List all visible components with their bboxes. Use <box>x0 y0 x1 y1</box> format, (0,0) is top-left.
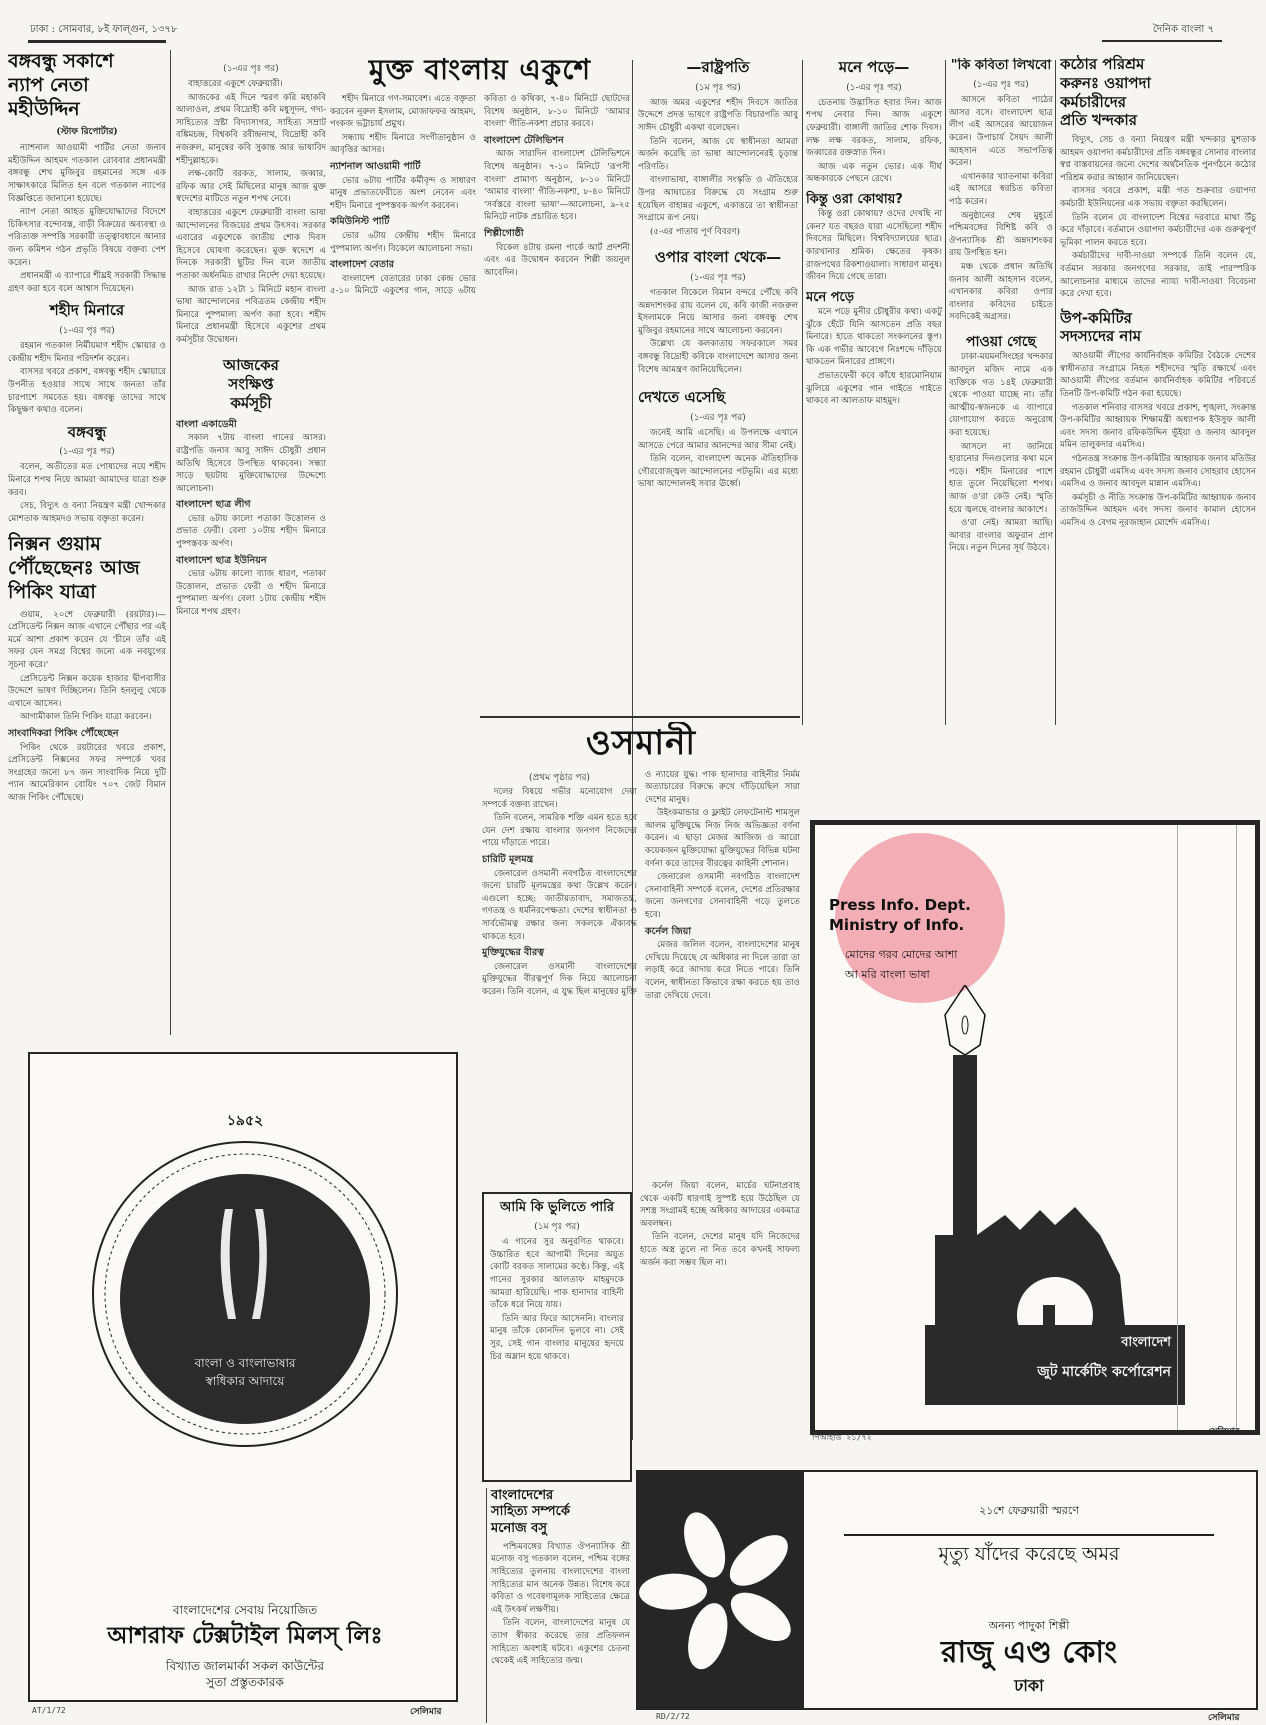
headline-paowa-gechhe: পাওয়া গেছে <box>965 333 1036 350</box>
ad-agency: সেলিমার <box>410 1707 442 1717</box>
company-name: রাজু এণ্ড কোং <box>941 1635 1117 1670</box>
ad-tagline: বাংলাদেশের সেবায় নিয়োজিত <box>172 1603 318 1617</box>
headline-dekhte-esechhi: দেখতে এসেছি <box>638 388 726 407</box>
headline-rashtrapati: —রাষ্ট্রপতি <box>686 58 750 76</box>
column-rule <box>802 60 803 725</box>
ad-agency: সেলিমার <box>1208 1427 1240 1437</box>
ad-code: RD/2/72 <box>656 1712 690 1721</box>
article-ki-kobita <box>949 58 1053 723</box>
article-body: জনেই আমি এসেছি। এ উপলক্ষে এখানে আসতে পেরে আমার আনন্দের আর সীমা নেই। তিনি বলেন, বাংলাদেশ অনেক ঐতিহাসিক গৌরবোজ্জ্বল আন্দোলনের পটভূমি। এর মধ্যে ভাষা আন্দোলনই সবার ঊর্ধ্বে। <box>638 427 798 490</box>
ad-code: AT/1/72 <box>32 1706 66 1715</box>
ad-kicker: ২১শে ফেব্রুয়ারী স্মরণে <box>979 1504 1079 1517</box>
headline-shaheed-minar: শহীদ মিনারে <box>49 301 125 320</box>
continuation-note: (১ম পৃঃ পর) <box>534 1222 580 1233</box>
headline-ami-ki-bhulite: আমি কি ভুলিতে পারি <box>499 1200 615 1215</box>
article-body: কিন্তু ওরা কোথায়? ওদের দেখছি না কেন? যত বছরও যারা এসেছিলো শহীদ দিবসের মিছিলে। বিশ্ববিদ্যালয়ের ছাত্র। কারখানার শ্রমিক। ক্ষেতের কৃষক। রাজপথের রিকশাওয়ালা। সাধারণ মানুষ। জীবন দিয়ে গেছে তারা। <box>806 209 942 283</box>
column-rule <box>170 50 171 1035</box>
dateline: ঢাকা : সোমবার, ৮ই ফাল্গুন, ১৩৭৮ <box>30 24 178 35</box>
continuation-note: (১-এর পৃঃ পর) <box>690 412 746 423</box>
article-body: পশ্চিমবঙ্গের বিখ্যাত ঔপন্যাসিক শ্রী মনোজ বসু গতকাল বলেন, পশ্চিম বঙ্গের সাহিত্যের তুলনায় বাংলাদেশের বাংলা সাহিত্যের মান অনেক উন্নত। বিশেষ করে কবিতা ও গবেষণামূলক সাহিত্যের ক্ষেত্রে এই উৎকর্ষ লক্ষণীয়। তিনি বলেন, বাংলাদেশের মানুষ যে ত্যাগ স্বীকার করেছে তার প্রতিফলন সাহিত্যে অবশ্যই ঘটবে। একুশের চেতনা থেকেই এই সাহিত্যের জন্ম। <box>491 1541 630 1667</box>
ad-ashraf-textile <box>28 1052 458 1702</box>
article-body: চেতনায় উদ্ভাসিত হবার দিন। আজ শপথ নেবার দিন। আজ একুশে ফেব্রুয়ারী। বাঙ্গালী জাতির শোক দিবস। লক্ষ লক্ষ বরকত, সালাম, রফিক, জব্বারের রক্তস্নাত দিন। আজ এক নতুন ভোর। এক দীর্ঘ অন্ধকারকে পেছনে রেখে। <box>806 97 942 185</box>
article-ami-ki-bhulite <box>482 1192 632 1482</box>
article-body: বাহাত্তরের একুশে ফেব্রুয়ারী। আজকের এই দিনে স্মরণ করি মহাকবি আলাওল, প্রথম বিদ্রোহী কবি মধুসূদন, গদ্য-সাহিত্যের স্রষ্টা বিদ্যাসাগর, সাহিত্য সম্রাট বঙ্কিমচন্দ্র, বিশ্বকবি রবীন্দ্রনাথ, বিদ্রোহী কবি নজরুল, মানুষের কবি সুকান্ত আর ভাষাবিদ শহীদুল্লাহকে। লক্ষ-কোটি বরকত, সালাম, জব্বার, রফিক আর সেই মিছিলের মানুষ আজ মুক্ত স্বদেশের মাটিতে নতুন শপথ নেবে। বাহাত্তরের একুশে ফেব্রুয়ারী বাংলা ভাষা আন্দোলনের বিজয়ের প্রথম উৎসব। সরকার এবারের একুশেকে জাতীয় শোক দিবস হিসেবে ঘোষণা করেছেন। মুক্ত স্বদেশে এ দিনকে সরকারী ছুটির দিন বলে জাতীয় পতাকা অর্ধনমিত রাখার নির্দেশ দেয়া হয়েছে। আজ রাত ১২টা ১ মিনিটে মহান বাংলা ভাষা আন্দোলনের পবিত্রতম কেন্দ্রীয় শহীদ মিনারে পুষ্পমাল্য অর্পণ করা হবে। শহীদ মিনারে প্রধানমন্ত্রী হিসেবে একুশের প্রথম কর্মসূচীর উদ্বোধন। <box>176 79 326 345</box>
paper-page-number: দৈনিক বাংলা ৭ <box>1152 24 1214 35</box>
article-sahitya <box>486 1488 630 1723</box>
headline-mukta-bangla: মুক্ত বাংলায় একুশে <box>368 53 592 86</box>
column-rule <box>1055 60 1056 725</box>
headline-nixon: নিক্সন গুয়াম পৌঁছেছেনঃ আজ পিকিং যাত্রা <box>8 533 140 603</box>
folio-rule <box>28 40 166 43</box>
article-body: আসনে কবিতা পাঠের আসর বসে। বাংলাদেশ ছাত্র লীগ এই আসরের আয়োজন করেন। উপাচার্য সৈয়দ আলী আহসান এতে সভাপতিত্ব করেন। এখানকার খ্যাতনামা কবিরা এই আসরে স্বরচিত কবিতা পাঠ করেন। অনুষ্ঠানের শেষ মুহূর্তে পশ্চিমবঙ্গের বিশিষ্ট কবি ও ঔপন্যাসিক শ্রী অন্নদাশংকর রায় উপস্থিত হন। মঞ্চ থেকে প্রধান অতিথি জনাব আলী আহসান বলেন, এখানকার কবিরা ওপার বাংলার কবিদের চাইতে সবদিকেই অগ্রসর। <box>949 95 1053 323</box>
commemorative-coin <box>90 1139 400 1449</box>
article-osmani-cont <box>640 1180 800 1445</box>
continuation-note: (১-এর পৃঃ পর) <box>690 273 746 284</box>
article-body: মনে পড়ে মুনীর চৌধুরীর কথা। একটু ঝুঁকে হেঁটে যিনি আসতেন প্রতি বছর মিনারে। হাতে থাকতো সংকলনের স্তূপ। কি এক গভীর আবেগে নিঃশব্দে দাঁড়িয়ে থাকতেন মিনারের প্রাঙ্গণে। প্রভাতফেরী কবে কাঁধে হারমোনিয়াম ঝুলিয়ে একুশের গান গাইতে গাইতে থাকবে না আলতাফ মাহমুদ। <box>806 306 942 407</box>
column-rule <box>945 60 946 725</box>
subhead: সাংবাদিকরা পিকিং পৌঁছেছেন <box>8 728 119 739</box>
press-info-stamp-text: Press Info. Dept. Ministry of Info. <box>829 896 971 934</box>
article-mukta-bangla <box>330 52 630 692</box>
subhead-mone-pore: মনে পড়ে <box>806 289 855 305</box>
ad-slogan: মৃত্যু যাঁদের করেছে অমর <box>844 1534 1214 1572</box>
continuation-note: (১-এর পৃঃ পর) <box>59 447 115 458</box>
coin-year: ১৯৫২ <box>226 1113 264 1129</box>
continuation-note: (১-এর পৃঃ পর) <box>59 326 115 337</box>
ad-agency: সেলিমার <box>1208 1713 1240 1723</box>
program-list: বাংলা একাডেমী সকাল ৭টায় বাংলা গানের আসর। রাষ্ট্রপতি জনাব আবু সাঈদ চৌধুরী প্রধান অতিথি হিসেবে উপস্থিত থাকবেন। সন্ধ্যা সাড়ে ছয়টায় মুক্তিযোদ্ধাদের উদ্দেশ্যে আলোচনা। বাংলাদেশ ছাত্র লীগ ভোর ৬টায় কালো পতাকা উত্তোলন ও প্রভাত ফেরী। বেলা ১০টায় শহীদ মিনারে পুষ্পস্তবক অর্পণ। বাংলাদেশ ছাত্র ইউনিয়ন ভোর ৬টায় কালো ব্যাজ ধারণ, পতাকা উত্তোলন, প্রভাত ফেরী ও শহীদ মিনারে পুষ্পমাল্য অর্পণ। বেলা ১টায় কেন্দ্রীয় শহীদ মিনারে শপথ গ্রহণ। <box>176 418 326 618</box>
byline: (স্টাফ রিপোর্টার) <box>56 127 118 138</box>
article-body: বলেন, অতীতের মত পোষ্যদের নয়ে শহীদ মিনারে শপথ নিয়ে আমরা আমাদের যাত্রা শুরু করব। সেচ, বিদ্যুৎ ও বন্যা নিয়ন্ত্রণ মন্ত্রী খোন্দকার মোশতাক আহমদও সভায় বক্তৃতা করেন। <box>8 462 166 524</box>
company-name: আশরাফ টেক্সটাইল মিলস্‌ লিঃ <box>107 1623 383 1649</box>
slogan: মোদের গরব মোদের আশা আ মরি বাংলা ভাষা <box>845 948 958 981</box>
headline-wapda: কঠোর পরিশ্রম করুনঃ ওয়াপদা কর্মচারীদের প্রতি খন্দকার <box>1060 55 1151 130</box>
column-2 <box>176 58 326 1033</box>
headline-bangabandhu-nap: বঙ্গবন্ধু সকাশে ন্যাপ নেতা মহীউদ্দিন <box>8 50 114 120</box>
fold-lines <box>1177 825 1237 1430</box>
article-body: রহমান গতকাল নির্মীয়মাণ শহীদ স্কোয়ার ও কেন্দ্রীয় শহীদ মিনার পরিদর্শন করেন। বাসসর খবরে প্রকাশ, বঙ্গবন্ধু শহীদ স্কোয়ারে উপনীত হওয়ার সাথে সাথে জনতা তাঁর চারপাশে সমবেত হয়। বঙ্গবন্ধু তাদের সাথে কিছুক্ষণ কথাও বলেন। <box>8 341 166 416</box>
article-body: গুয়াম, ২০শে ফেব্রুয়ারী (রয়টার)।— প্রেসিডেন্ট নিক্সন আজ এখানে পৌঁছার পর এই মর্মে আশা প্রকাশ করেন যে 'চীনে তাঁর এই সফর যেন সমগ্র বিশ্বের জন্যে এক নবযুগের সূচনা করে।' প্রেসিডেন্ট নিক্সন কয়েক হাজার দ্বীপবাসীর উদ্দেশে ভাষণ দিচ্ছিলেন। তিনি হনলুলু থেকে এখানে আসেন। আগামীকাল তিনি পিকিং যাত্রা করবেন। সাংবাদিকরা পিকিং পৌঁছেছেন পিকিং থেকে রয়টারের খবরে প্রকাশ, প্রেসিডেন্ট নিক্সনের সফর সম্পর্কে খবর সংগ্রহের জন্যে ৮৭ জন সাংবাদিক নিয়ে দুটি প্যান আমেরিকান বোয়িং ৭০৭ জেট বিমান আজ পিকিং পৌঁছেছে। <box>8 609 166 803</box>
pinwheel-panel <box>638 1472 804 1708</box>
subhead-kintu-ora-kothay: কিন্তু ওরা কোথায়? <box>806 191 903 207</box>
headline-ki-kobita: "কি কবিতা লিখবো <box>950 58 1052 73</box>
article-body: আজ অমর একুশের শহীদ দিবসে জাতির উদ্দেশে প্রদত্ত ভাষণে রাষ্ট্রপতি বিচারপতি আবু সাঈদ চৌধুরী একথা বলেছেন। তিনি বলেন, আজ যে স্বাধীনতা আমরা অর্জন করেছি তা ভাষা আন্দোলনেরই চূড়ান্ত পরিণতি। বাংলাভাষা, বাঙ্গালীর সংস্কৃতি ও ঐতিহ্যের উপর আঘাতের বিরুদ্ধে যে সংগ্রাম শুরু হয়েছিল বাহান্নর একুশে, একাত্তরে তা স্বাধীনতা সংগ্রামে রূপ নেয়। (৫-এর পাতায় পূর্ণ বিবরণ) <box>638 97 798 237</box>
article-body: ঢাকা-ময়মনসিংহের খন্দকার আবদুল মজিদ নামে এক ব্যক্তিকে গত ১৪ই ফেব্রুয়ারী থেকে পাওয়া যাচ্ছে না। তাঁর আত্মীয়-স্বজনকে এ ব্যাপারে যোগাযোগ করতে অনুরোধ করা হয়েছে। আসলে না জানিয়ে হারানোর দিনগুলোর কথা মনে পড়ে। শহীদ মিনারের পাশে হাত তুলে নিয়েছিলো শপথ। আজ ও'রা কেউ নেই। স্মৃতি হয়ে জ্বলছে বাংলার আকাশে। ও'রা নেই। আমরা আছি। আবার বাংলার অফুরান প্রাণ নিয়ে। নতুন দিনের সূর্য উঠবে। <box>949 352 1053 554</box>
headline-sahitya: বাংলাদেশের সাহিত্য সম্পর্কে মনোজ বসু <box>491 1488 570 1536</box>
headline-upa-committee: উপ-কমিটির সদস্যদের নাম <box>1060 308 1142 346</box>
article-wapda <box>1060 55 1256 720</box>
continuation-note: (১-এর পৃঃ পর) <box>223 64 279 74</box>
article-rashtrapati <box>638 58 798 698</box>
article-body: এ গানের সুর অনুরণিত থাকবে। উচ্চারিত হবে আগামী দিনের অযুত কোটি বরকত সালামের কণ্ঠে। কিন্তু, এই গানের সুরকার আলতাফ মাহমুদকে আমরা হারিয়েছি। পাক হানাদার বাহিনী তাঁকে ধরে নিয়ে যায়। তিনি আর ফিরে আসেননি। বাংলার মানুষ তাঁকে কোনদিন ভুলবে না। সেই সুর, সেই গান বাংলার মানুষের হৃদয়ে চির অম্লান হয়ে থাকবে। <box>490 1237 624 1362</box>
article-body: বিদ্যুৎ, সেচ ও বন্যা নিয়ন্ত্রণ মন্ত্রী খন্দকার মুশতাক আহমদ ওয়াপদা কর্মচারীদের প্রতি বঙ্গবন্ধুর সোনার বাংলার স্বপ্ন বাস্তবায়নের জন্যে দেশের অর্থনৈতিক পুনর্গঠনে কঠোর পরিশ্রম করার আহ্বান জানিয়েছেন। বাসসর খবরে প্রকাশ, মন্ত্রী গত শুক্রবার ওয়াপদা কর্মচারী ইউনিয়নের এক সভায় বক্তৃতা করছিলেন। তিনি বলেন যে বাংলাদেশ বিশ্বের দরবারে মাথা উঁচু করে দাঁড়াবে। বর্তমানে ওয়াপদা কর্মচারীদের এক গুরুত্বপূর্ণ ভূমিকা পালন করতে হবে। কর্মচারীদের দাবী-দাওয়া সম্পর্কে তিনি বলেন যে, বর্তমান সরকার জনগণের সরকার, তাই পারস্পরিক আলোচনার মাধ্যমে তাদের ন্যায্য দাবী-দাওয়া বিবেচনা করে দেখা হবে। <box>1060 135 1256 300</box>
article-body: শহীদ মিনারে গণ-সমাবেশ। এতে বক্তৃতা করবেন নূরুল ইসলাম, মোজাফফর আহমদ, পংকজ ভট্টাচার্য প্রমুখ। সন্ধ্যায় শহীদ মিনারে সংগীতানুষ্ঠান ও আবৃত্তির আসর। ন্যাশনাল আওয়ামী পার্টি ভোর ৬টায় পার্টির কর্মীবৃন্দ ও সাধারণ মানুষ প্রভাতফেরীতে অংশ নেবেন এবং শহীদ মিনারে পুষ্পস্তবক অর্পণ করবেন। কমিউনিস্ট পার্টি ভোর ৬টায় কেন্দ্রীয় শহীদ মিনারে পুষ্পমাল্য অর্পণ। বিকেলে আলোচনা সভা। বাংলাদেশ বেতার বাংলাদেশ বেতারের ঢাকা কেন্দ্র ভোর ৫-১০ মিনিটে একুশের গান, সাড়ে ৬টায় কবিতা ও কথিকা, ৭-৪০ মিনিটে ছোটদের বিশেষ অনুষ্ঠান, ৮-১০ মিনিটে 'আমার বাংলা' গীতি-নকশা প্রচার করবে। বাংলাদেশ টেলিভিশন আজ সারাদিন বাংলাদেশ টেলিভিশনে বিশেষ অনুষ্ঠান। ৭-১০ মিনিটে 'রূপসী বাংলা' প্রামাণ্য অনুষ্ঠান, ৮-১০ মিনিটে 'আমার বাংলা' গীতি-নকশা, ৮-৪০ মিনিটে 'সর্বস্তরে বাংলা ভাষা'—আলোচনা, ৯-২৫ মিনিটে নাটক প্রচারিত হবে। শিল্পীগোষ্ঠী বিকেল ৪টায় রমনা পার্কে আর্ট প্রদর্শনী এবং এর উদ্বোধন করবেন শিল্পী জয়নুল আবেদিন। <box>330 94 630 297</box>
headline-bangabandhu: বঙ্গবন্ধু <box>67 422 107 441</box>
ad-tagline: অনন্য পাদুকা শিল্পী <box>988 1619 1070 1632</box>
continuation-note: (১-এর পৃঃ পর) <box>846 82 902 93</box>
pinwheel-logo <box>638 1472 804 1708</box>
article-body: গতকাল বিকেলে বিমান বন্দরে পৌঁছে কবি অন্নদাশংকর রায় বলেন যে, কবি কাজী নজরুল ইসলামকে নিয়ে আসার জন্য বঙ্গবন্ধু শেখ মুজিবুর রহমানের সাথে আলোচনা করবেন। উল্লেখ্য যে কলকাতায় সফরকালে সমর বঙ্গবন্ধু বিদ্রোহী কবিকে বাংলাদেশে আসার জন্য বিশেষ আমন্ত্রণ জানিয়েছিলেন। <box>638 288 798 375</box>
org-block: বাংলাদেশ জুট মার্কেটিং কর্পোরেশন <box>925 1325 1185 1405</box>
pen-in-hand-illustration <box>925 985 1165 1325</box>
article-body: (প্রথম পৃষ্ঠার পর) দলের বিষয়ে গভীর মনোযোগ দেয়া সম্পর্কে বক্তব্য রাখেন। তিনি বলেন, সামরিক শক্তি এমন হতে হবে যেন দেশ রক্ষায় বাংলার জনগণ নিজেদের পায়ে দাঁড়াতে পারে। চারিটি মূলমন্ত্র জেনারেল ওসমানী নবগঠিত বাংলাদেশের জন্যে চারটি মূলমন্ত্রের কথা উল্লেখ করেন। এগুলো হচ্ছে: জাতীয়তাবাদ, সমাজতন্ত্র, গণতন্ত্র ও ধর্মনিরপেক্ষতা। দেশের স্বাধীনতা ও সার্বভৌমত্ব রক্ষার জন্য সকলকে ঐক্যবদ্ধ থাকতে হবে। মুক্তিযুদ্ধের বীরত্ব জেনারেল ওসমানী বাংলাদেশের মুক্তিযুদ্ধের বীরত্বপূর্ণ দিক নিয়ে আলোচনা করেন। তিনি বলেন, এ যুদ্ধ ছিল মানুষের মুক্তি ও ন্যায়ের যুদ্ধ। পাক হানাদার বাহিনীর নির্মম অত্যাচারের বিরুদ্ধে রুখে দাঁড়িয়েছিল সারা দেশের মানুষ। উইংকমান্ডার ও ফ্লাইট লেফটেনান্ট শামসুল আলম মুক্তিযুদ্ধে নিজ নিজ অভিজ্ঞতা বর্ণনা করেন। এ ছাড়া মেজর আজিজ ও আরো কয়েকজন মুক্তিযোদ্ধা মুক্তিযুদ্ধের বিভিন্ন ঘটনা বর্ণনা করে তাদের বীরত্বের কাহিনী শোনান। জেনারেল ওসমানী নবগঠিত বাংলাদেশ সেনাবাহিনী সম্পর্কে বলেন, দেশের প্রতিরক্ষার জন্যে জনগণের সেনাবাহিনী গড়ে তুলতে হবে। কর্নেল জিয়া মেজর জলিল বলেন, বাংলাদেশের মানুষ দেখিয়ে দিয়েছে যে অধিকার না দিলে তারা তা লড়াই করে আদায় করে নিতে পারে। তিনি বলেন, স্বাধীনতা কিভাবে রক্ষা করতে হয় তাও তারা দেখিয়ে দেবে। <box>482 769 800 1001</box>
section-rule <box>480 716 800 718</box>
headline-mone-pore: মনে পড়ে— <box>838 58 910 76</box>
continuation-note: (১ম পৃঃ পর) <box>695 82 741 93</box>
headline-opar-bangla: ওপার বাংলা থেকে— <box>654 248 782 267</box>
coin-inscription: বাংলা ও বাংলাভাষার স্বাধিকার আদায়ে <box>194 1356 296 1388</box>
article-osmani <box>482 722 800 1182</box>
article-body: কর্নেল জিয়া বলেন, মার্চের ঘটনাপ্রবাহ থেকে একটি ধারণাই সুস্পষ্ট হয়ে উঠেছিল যে সশস্ত্র সংগ্রামই হচ্ছে অধিকার আদায়ের একমাত্র অবলম্বন। তিনি বলেন, দেশের মানুষ যদি নিজেদের হাতে অস্ত্র তুলে না নিত তবে কখনই সাফল্য অর্জন করা সম্ভব ছিল না। <box>640 1181 800 1268</box>
headline-ajker-karmasuchi: আজকের সংক্ষিপ্ত কর্মসূচী <box>223 356 279 412</box>
article-body: ন্যাশনাল আওয়ামী পার্টির নেতা জনাব মহীউদ্দিন আহমদ গতকাল রোববার প্রধানমন্ত্রী বঙ্গবন্ধু শেখ মুজিবুর রহমানের সঙ্গে এক সাক্ষাৎকারে মিলিত হন বলে গতকাল ন্যাপের বিজ্ঞপ্তিতে জানানো হয়েছে। ন্যাপ নেতা আহত মুক্তিযোদ্ধাদের বিদেশে চিকিৎসার বন্দোবস্ত, বাড়ী বিক্রয়ের অব্যবস্থা ও পরিত্যক্ত সম্পত্তি সরকারী তত্ত্বাবধানে আনার জন্য কমিশন গঠন প্রভৃতি বিষয়ে বক্তব্য পেশ করেন। প্রধানমন্ত্রী এ ব্যাপারে শীঘ্রই সরকারী সিদ্ধান্ত গ্রহণ করা হবে বলে আশ্বাস দিয়েছেন। <box>8 143 166 294</box>
company-city: ঢাকা <box>1014 1676 1044 1695</box>
ad-raju-co <box>636 1470 1258 1710</box>
column-1 <box>8 50 166 1035</box>
ad-code: পিআইডি ২১/৭২ <box>812 1433 872 1442</box>
article-body: আওয়ামী লীগের কার্যনির্বাহক কমিটির বৈঠকে দেশের স্বাধীনতার সংগ্রামে নিহত শহীদদের স্মৃতি রক্ষার্থে এবং আওয়ামী লীগের বর্তমান কার্যনির্বাহক কমিটির পরিবর্তে তিনটি উপ-কমিটি গঠন করা হয়েছে। গতকাল শনিবার বাসসর খবরে প্রকাশ, শৃঙ্খলা, সংক্রান্ত উপ-কমিটির আহ্বায়ক শিক্ষামন্ত্রী অধ্যাপক ইউসুফ আলী এবং সদস্য জনাব রফিকউদ্দিন ভূঁইয়া ও জনাব আবদুল মমিন তালুকদার এমসিএ। গঠনতন্ত্র সংক্রান্ত উপ-কমিটির আহ্বায়ক জনাব মতিউর রহমান চৌধুরী এমসিএ এবং সদস্য জনাব সোহরাব হোসেন এমসিএ ও জনাব আবদুল মান্নান এমসিএ। কর্মসূচী ও নীতি সংক্রান্ত উপ-কমিটির আহ্বায়ক জনাব তাজউদ্দিন আহমদ এবং সদস্য জনাব কামাল হোসেন এমসিএ ও বেগম নূরজাহান মোর্শেদ এমসিএ। <box>1060 351 1256 528</box>
ad-jute-marketing <box>810 820 1260 1435</box>
headline-osmani: ওসমানী <box>585 723 697 763</box>
article-mone-pore <box>806 58 942 723</box>
folio-rule <box>1102 40 1222 42</box>
product-line: বিখ্যাত জালমার্কা সকল কাউন্টের সুতা প্রস্তুতকারক <box>166 1659 324 1689</box>
continuation-note: (১-এর পৃঃ পর) <box>973 80 1029 91</box>
